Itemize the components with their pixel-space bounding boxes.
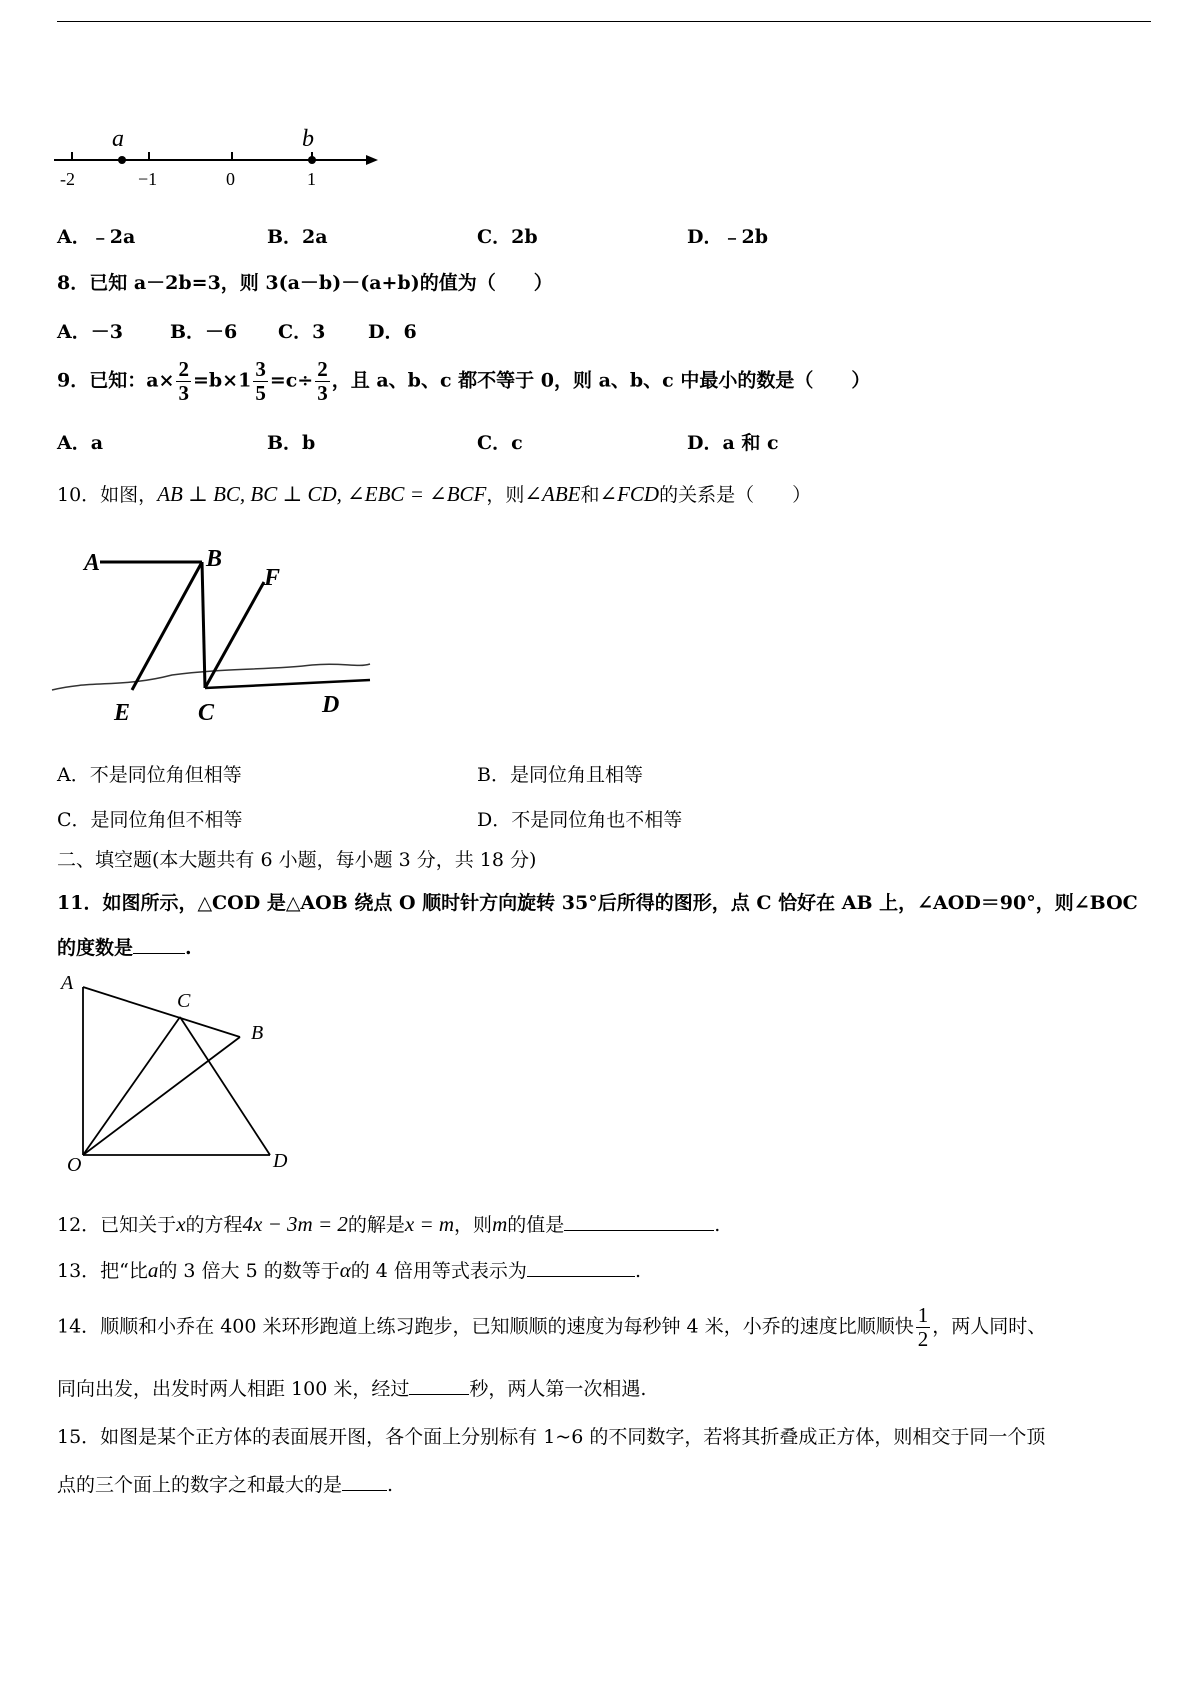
figure-label-d: D	[273, 1150, 288, 1172]
q10-option-d: D．不是同位角也不相等	[477, 809, 683, 831]
q10-option-c: C．是同位角但不相等	[57, 809, 243, 831]
figure-label-f: F	[264, 565, 281, 591]
q12-stem: 12．已知关于x的方程4x − 3m = 2的解是x = m，则m的值是 .	[57, 1212, 721, 1236]
figure-label-a: A	[61, 972, 74, 994]
figure-label-c: C	[177, 990, 191, 1012]
q13-stem: 13．把“比a的 3 倍大 5 的数等于α的 4 倍用等式表示为 .	[57, 1258, 641, 1282]
header-rule	[57, 21, 1151, 22]
q7-option-d: D．﹣2b	[687, 226, 768, 248]
q8-option-d: D．6	[368, 321, 417, 343]
q11-figure	[55, 972, 300, 1176]
tick-label: 0	[226, 169, 235, 189]
figure-label-o: O	[67, 1154, 82, 1176]
q7-option-b: B．2a	[267, 226, 328, 248]
figure-label-e: E	[114, 700, 131, 726]
point-label-b: b	[302, 126, 314, 152]
answer-blank[interactable]	[564, 1212, 714, 1231]
q7-option-c: C．2b	[477, 226, 538, 248]
fraction-1-2: $\frac{1}{2}$	[917, 1303, 929, 1351]
q10-figure	[52, 540, 372, 730]
number-line-figure	[52, 118, 382, 193]
point-label-a: a	[112, 126, 124, 152]
q9-stem: 9．已知：a× $\frac{2}{3}$ =b×1 $\frac{3}{5}$ =c÷ $\frac{2}{3}$ ，且 a、b、c 都不等于 0，则 a、b、c 中最小的数是（ ）	[57, 357, 871, 405]
q10-option-b: B．是同位角且相等	[477, 764, 643, 786]
q9-option-d: D．a 和 c	[687, 432, 779, 454]
q15-line1: 15．如图是某个正方体的表面展开图，各个面上分别标有 1~6 的不同数字，若将其折叠成正方体，则相交于同一个顶	[57, 1426, 1046, 1448]
figure-label-b: B	[251, 1022, 264, 1044]
answer-blank[interactable]	[133, 935, 185, 954]
q11-line1: 11．如图所示，△COD 是△AOB 绕点 O 顺时针方向旋转 35°后所得的图形，点 C 恰好在 AB 上，∠AOD＝90°，则∠BOC	[57, 892, 1138, 914]
tick-label: -2	[60, 169, 75, 189]
figure-label-c: C	[198, 700, 215, 726]
answer-blank[interactable]	[342, 1472, 387, 1491]
q15-line2: 点的三个面上的数字之和最大的是 .	[57, 1474, 394, 1496]
q11-line2: 的度数是 .	[57, 937, 192, 959]
answer-blank[interactable]	[527, 1258, 635, 1277]
q8-option-a: A．－3	[57, 321, 123, 343]
q9-option-a: A．a	[57, 432, 104, 454]
q8-option-c: C．3	[278, 321, 326, 343]
q10-option-a: A．不是同位角但相等	[57, 764, 242, 786]
answer-blank[interactable]	[409, 1376, 469, 1395]
figure-label-b: B	[206, 546, 223, 572]
q14-line1: 14．顺顺和小乔在 400 米环形跑道上练习跑步，已知顺顺的速度为每秒钟 4 米，小乔的速度比顺顺快 $\frac{1}{2}$ ，两人同时、	[57, 1303, 1047, 1351]
q9-option-b: B．b	[267, 432, 316, 454]
q9-option-c: C．c	[477, 432, 523, 454]
fraction-2-3: $\frac{2}{3}$	[178, 357, 189, 405]
figure-label-d: D	[322, 692, 340, 718]
section-heading: 二、填空题(本大题共有 6 小题，每小题 3 分，共 18 分)	[57, 849, 537, 871]
q8-option-b: B．－6	[170, 321, 238, 343]
fraction-2-3: $\frac{2}{3}$	[317, 357, 328, 405]
fraction-3-5: $\frac{3}{5}$	[255, 357, 266, 405]
tick-label: 1	[307, 169, 316, 189]
q7-option-a: A．﹣2a	[57, 226, 136, 248]
q8-stem: 8．已知 a－2b=3，则 3(a－b)－(a+b)的值为（ ）	[57, 272, 553, 294]
tick-label: −1	[138, 169, 158, 189]
figure-label-a: A	[84, 550, 101, 576]
q10-stem: 10．如图，AB ⊥ BC, BC ⊥ CD, ∠EBC = ∠BCF，则∠ABE和∠FCD的关系是（ ）	[57, 482, 812, 506]
q14-line2: 同向出发，出发时两人相距 100 米，经过 秒，两人第一次相遇.	[57, 1378, 647, 1400]
